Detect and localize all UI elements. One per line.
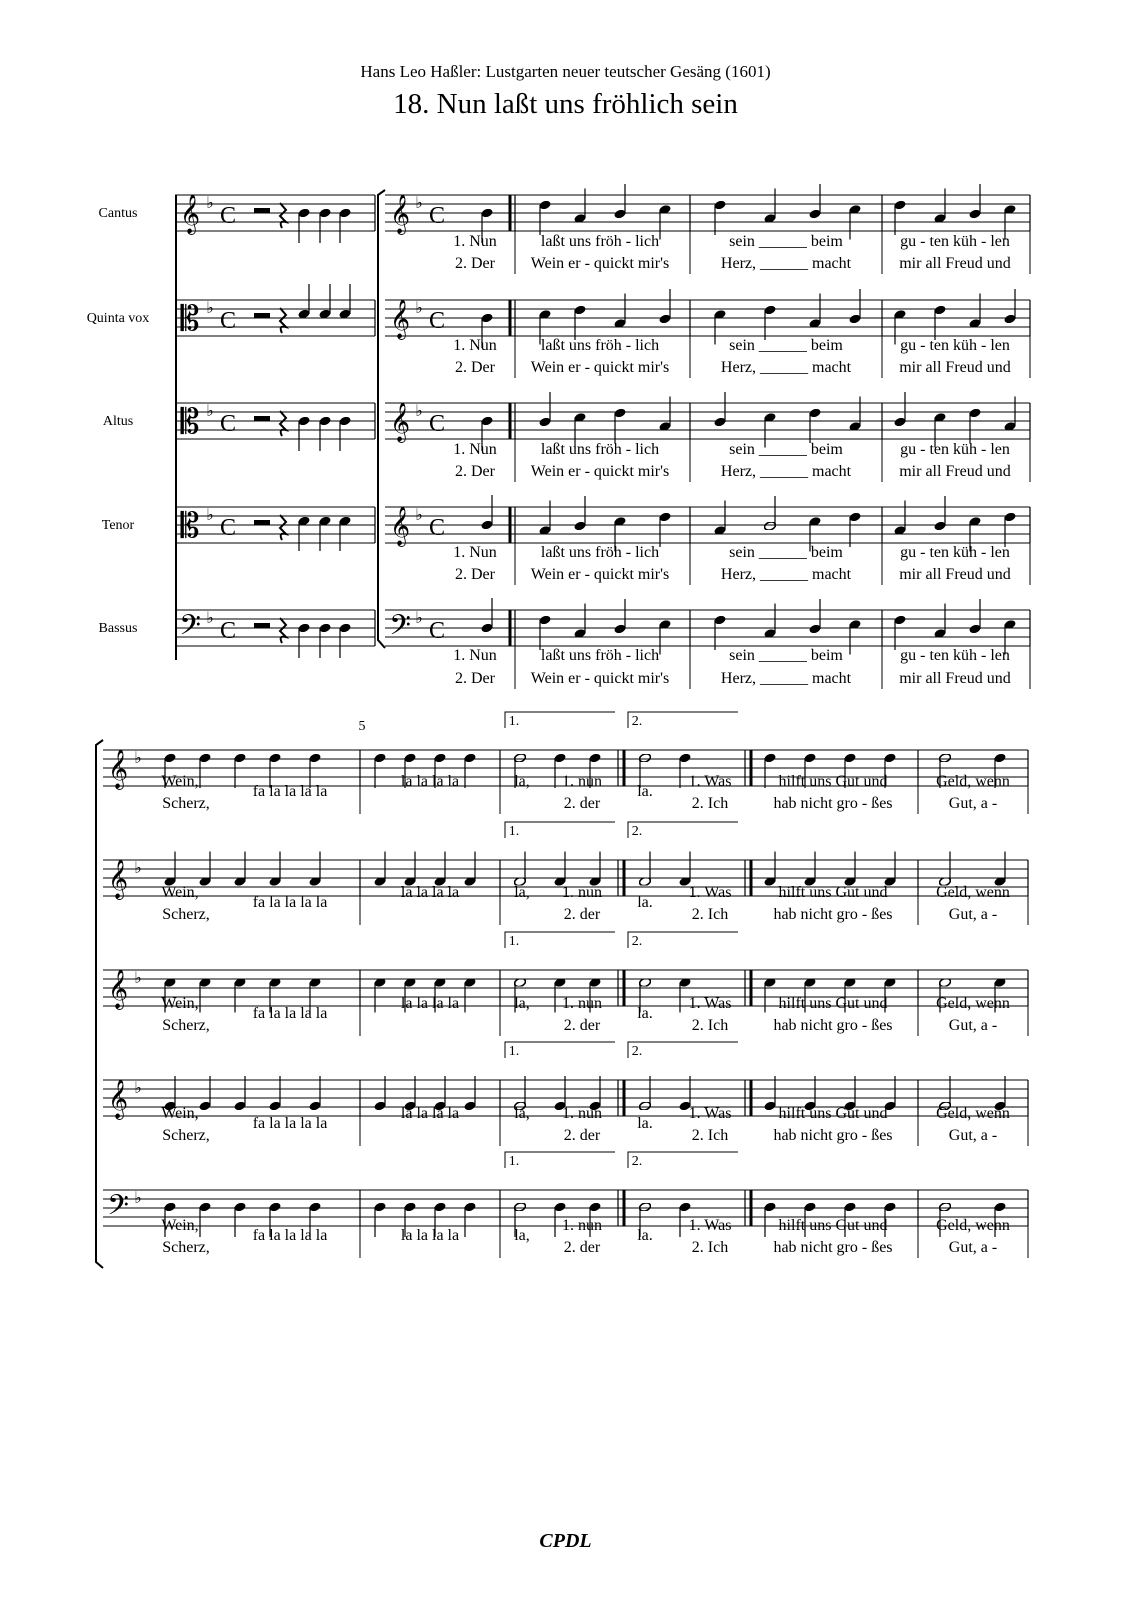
- lyric-syllable: 1. Nun: [453, 337, 497, 354]
- lyric-syllable: fa la la la la: [252, 1227, 328, 1244]
- flat-sign: ♭: [206, 300, 214, 317]
- flat-sign: ♭: [415, 507, 423, 524]
- clef-icon: 𝄡: [180, 404, 200, 441]
- volta-1-bracket: [505, 712, 615, 728]
- lyric-syllable: 2. Der: [455, 255, 495, 272]
- volta-2-label: 2.: [631, 824, 643, 839]
- half-rest: [254, 313, 270, 318]
- flat-sign: ♭: [134, 970, 142, 987]
- time-signature: C: [219, 515, 237, 541]
- lyric-syllable: laßt uns fröh - lich: [540, 337, 660, 354]
- lyric-syllable: sein ______ beim: [729, 647, 843, 664]
- lyric-syllable: Wein er - quickt mir's: [530, 463, 670, 480]
- clef-icon: 𝄞: [107, 971, 129, 1008]
- lyric-syllable: 1. Was: [688, 884, 732, 901]
- lyric-syllable: Scherz,: [162, 1239, 210, 1256]
- flat-sign: ♭: [415, 195, 423, 212]
- lyric-syllable: hilft uns Gut und: [778, 995, 888, 1012]
- lyric-syllable: laßt uns fröh - lich: [540, 441, 660, 458]
- volta-2-bracket: [628, 822, 738, 838]
- lyric-syllable: Geld, wenn: [936, 773, 1010, 790]
- flat-sign: ♭: [134, 860, 142, 877]
- lyric-syllable: 1. nun: [562, 773, 602, 790]
- quarter-rest: [280, 308, 286, 333]
- lyric-syllable: la,: [514, 1227, 530, 1244]
- lyric-syllable: 2. der: [563, 1239, 601, 1256]
- half-rest: [254, 208, 270, 213]
- volta-1-label: 1.: [508, 1154, 520, 1169]
- lyric-syllable: la.: [637, 1115, 653, 1132]
- time-signature: C: [428, 515, 446, 541]
- lyric-syllable: Scherz,: [162, 906, 210, 923]
- lyric-syllable: 2. Ich: [691, 1127, 729, 1144]
- lyric-syllable: la la la la: [400, 884, 460, 901]
- lyric-syllable: mir all Freud und: [899, 359, 1011, 376]
- lyric-syllable: 2. der: [563, 1017, 601, 1034]
- lyric-syllable: 1. Was: [688, 773, 732, 790]
- volta-2-label: 2.: [631, 1154, 643, 1169]
- lyric-syllable: hilft uns Gut und: [778, 884, 888, 901]
- lyric-syllable: sein ______ beim: [729, 441, 843, 458]
- lyric-syllable: 1. nun: [562, 1217, 602, 1234]
- lyric-syllable: la la la la: [400, 995, 460, 1012]
- time-signature: C: [219, 411, 237, 437]
- lyric-syllable: la,: [514, 884, 530, 901]
- lyric-syllable: gu - ten küh - len: [900, 441, 1010, 458]
- lyric-syllable: Scherz,: [162, 1017, 210, 1034]
- lyric-syllable: sein ______ beim: [729, 544, 843, 561]
- lyric-syllable: hab nicht gro - ßes: [773, 795, 893, 812]
- lyric-syllable: fa la la la la: [252, 894, 328, 911]
- volta-2-bracket: [628, 932, 738, 948]
- half-rest: [254, 416, 270, 421]
- lyric-syllable: 1. nun: [562, 884, 602, 901]
- time-signature: C: [219, 618, 237, 644]
- lyric-syllable: 2. Der: [455, 670, 495, 687]
- lyric-syllable: 1. nun: [562, 1105, 602, 1122]
- lyric-syllable: sein ______ beim: [729, 233, 843, 250]
- volta-2-bracket: [628, 1152, 738, 1168]
- cpdl-logo: CPDL: [539, 1530, 592, 1552]
- lyric-syllable: mir all Freud und: [899, 670, 1011, 687]
- voice-label: Altus: [102, 414, 134, 429]
- lyric-syllable: la.: [637, 1227, 653, 1244]
- lyric-syllable: la la la la: [400, 773, 460, 790]
- lyric-syllable: Gut, a -: [948, 1239, 998, 1256]
- lyric-syllable: 2. der: [563, 1127, 601, 1144]
- lyric-syllable: 1. Nun: [453, 441, 497, 458]
- flat-sign: ♭: [206, 507, 214, 524]
- flat-sign: ♭: [134, 750, 142, 767]
- clef-icon: 𝄡: [180, 301, 200, 338]
- lyric-syllable: 2. Der: [455, 359, 495, 376]
- volta-1-label: 1.: [508, 1044, 520, 1059]
- half-rest: [254, 520, 270, 525]
- lyric-syllable: 2. Ich: [691, 1239, 729, 1256]
- clef-icon: 𝄞: [107, 1081, 129, 1118]
- lyric-syllable: hilft uns Gut und: [778, 1105, 888, 1122]
- lyric-syllable: Geld, wenn: [936, 1105, 1010, 1122]
- voice-label: Quinta vox: [86, 311, 150, 326]
- lyric-syllable: la,: [514, 995, 530, 1012]
- lyric-syllable: Wein,: [161, 1217, 199, 1234]
- lyric-syllable: 1. nun: [562, 995, 602, 1012]
- volta-1-label: 1.: [508, 714, 520, 729]
- lyric-syllable: Scherz,: [162, 795, 210, 812]
- clef-icon: 𝄡: [180, 508, 200, 545]
- lyric-syllable: gu - ten küh - len: [900, 337, 1010, 354]
- lyric-syllable: Scherz,: [162, 1127, 210, 1144]
- lyric-syllable: Herz, ______ macht: [720, 670, 852, 687]
- lyric-syllable: Herz, ______ macht: [720, 566, 852, 583]
- lyric-syllable: Wein er - quickt mir's: [530, 255, 670, 272]
- lyric-syllable: 1. Was: [688, 995, 732, 1012]
- quarter-rest: [280, 618, 286, 643]
- lyric-syllable: Wein er - quickt mir's: [530, 670, 670, 687]
- lyric-syllable: Wein,: [161, 995, 199, 1012]
- volta-1-bracket: [505, 1042, 615, 1058]
- lyric-syllable: Gut, a -: [948, 1017, 998, 1034]
- lyric-syllable: hilft uns Gut und: [778, 773, 888, 790]
- lyric-syllable: Gut, a -: [948, 906, 998, 923]
- lyric-syllable: 2. Ich: [691, 906, 729, 923]
- time-signature: C: [219, 308, 237, 334]
- lyric-syllable: Geld, wenn: [936, 995, 1010, 1012]
- lyric-syllable: laßt uns fröh - lich: [540, 544, 660, 561]
- clef-icon: 𝄞: [389, 301, 411, 338]
- flat-sign: ♭: [206, 195, 214, 212]
- time-signature: C: [428, 618, 446, 644]
- quarter-rest: [280, 515, 286, 540]
- lyric-syllable: mir all Freud und: [899, 566, 1011, 583]
- lyric-syllable: 1. Was: [688, 1105, 732, 1122]
- lyric-syllable: la la la la: [400, 1105, 460, 1122]
- quarter-rest: [280, 411, 286, 436]
- volta-2-label: 2.: [631, 1044, 643, 1059]
- lyric-syllable: 1. Nun: [453, 233, 497, 250]
- clef-icon: 𝄞: [107, 751, 129, 788]
- voice-label: Tenor: [101, 518, 135, 533]
- voice-label: Bassus: [98, 621, 138, 636]
- lyric-syllable: 1. Nun: [453, 544, 497, 561]
- lyric-syllable: Wein,: [161, 884, 199, 901]
- half-rest: [254, 623, 270, 628]
- lyric-syllable: Wein,: [161, 1105, 199, 1122]
- clef-icon: 𝄞: [179, 196, 201, 233]
- volta-1-label: 1.: [508, 824, 520, 839]
- volta-1-bracket: [505, 932, 615, 948]
- clef-icon: 𝄢: [107, 1191, 129, 1228]
- lyric-syllable: Wein er - quickt mir's: [530, 359, 670, 376]
- flat-sign: ♭: [206, 403, 214, 420]
- clef-icon: 𝄞: [389, 404, 411, 441]
- lyric-syllable: 2. Der: [455, 463, 495, 480]
- lyric-syllable: Gut, a -: [948, 795, 998, 812]
- clef-icon: 𝄞: [389, 196, 411, 233]
- lyric-syllable: la,: [514, 773, 530, 790]
- lyric-syllable: Herz, ______ macht: [720, 463, 852, 480]
- time-signature: C: [219, 203, 237, 229]
- lyric-syllable: 2. der: [563, 795, 601, 812]
- lyric-syllable: Herz, ______ macht: [720, 359, 852, 376]
- flat-sign: ♭: [134, 1190, 142, 1207]
- piece-title: 18. Nun laßt uns fröhlich sein: [393, 88, 738, 120]
- lyric-syllable: la.: [637, 894, 653, 911]
- lyric-syllable: hilft uns Gut und: [778, 1217, 888, 1234]
- volta-2-bracket: [628, 712, 738, 728]
- lyric-syllable: Wein er - quickt mir's: [530, 566, 670, 583]
- lyric-syllable: fa la la la la: [252, 783, 328, 800]
- composer-subtitle: Hans Leo Haßler: Lustgarten neuer teutscher Gesäng (1601): [360, 62, 771, 81]
- lyric-syllable: gu - ten küh - len: [900, 647, 1010, 664]
- voice-label: Cantus: [98, 206, 138, 221]
- lyric-syllable: 2. der: [563, 906, 601, 923]
- flat-sign: ♭: [134, 1080, 142, 1097]
- lyric-syllable: Geld, wenn: [936, 1217, 1010, 1234]
- volta-1-bracket: [505, 1152, 615, 1168]
- lyric-syllable: Gut, a -: [948, 1127, 998, 1144]
- lyric-syllable: 1. Nun: [453, 647, 497, 664]
- volta-1-bracket: [505, 822, 615, 838]
- lyric-syllable: 1. Was: [688, 1217, 732, 1234]
- lyric-syllable: mir all Freud und: [899, 463, 1011, 480]
- flat-sign: ♭: [415, 403, 423, 420]
- lyric-syllable: 2. Der: [455, 566, 495, 583]
- measure-number: 5: [358, 719, 366, 734]
- volta-1-label: 1.: [508, 934, 520, 949]
- time-signature: C: [428, 203, 446, 229]
- lyric-syllable: Wein,: [161, 773, 199, 790]
- lyric-syllable: laßt uns fröh - lich: [540, 233, 660, 250]
- lyric-syllable: mir all Freud und: [899, 255, 1011, 272]
- time-signature: C: [428, 308, 446, 334]
- lyric-syllable: fa la la la la: [252, 1115, 328, 1132]
- lyric-syllable: hab nicht gro - ßes: [773, 1127, 893, 1144]
- lyric-syllable: 2. Ich: [691, 1017, 729, 1034]
- lyric-syllable: hab nicht gro - ßes: [773, 1239, 893, 1256]
- lyric-syllable: la la la la: [400, 1227, 460, 1244]
- lyric-syllable: gu - ten küh - len: [900, 233, 1010, 250]
- volta-2-label: 2.: [631, 934, 643, 949]
- lyrics-layer: [161, 233, 1010, 1256]
- lyric-syllable: sein ______ beim: [729, 337, 843, 354]
- clef-icon: 𝄞: [389, 508, 411, 545]
- quarter-rest: [280, 203, 286, 228]
- volta-2-bracket: [628, 1042, 738, 1058]
- lyric-syllable: la.: [637, 1005, 653, 1022]
- lyric-syllable: hab nicht gro - ßes: [773, 1017, 893, 1034]
- clef-icon: 𝄞: [107, 861, 129, 898]
- time-signature: C: [428, 411, 446, 437]
- lyric-syllable: fa la la la la: [252, 1005, 328, 1022]
- flat-sign: ♭: [415, 300, 423, 317]
- volta-2-label: 2.: [631, 714, 643, 729]
- clef-icon: 𝄢: [179, 611, 201, 648]
- lyric-syllable: laßt uns fröh - lich: [540, 647, 660, 664]
- lyric-syllable: la,: [514, 1105, 530, 1122]
- lyric-syllable: 2. Ich: [691, 795, 729, 812]
- system-bracket: [96, 740, 103, 1268]
- lyric-syllable: Herz, ______ macht: [720, 255, 852, 272]
- lyric-syllable: la.: [637, 783, 653, 800]
- flat-sign: ♭: [415, 610, 423, 627]
- lyric-syllable: hab nicht gro - ßes: [773, 906, 893, 923]
- flat-sign: ♭: [206, 610, 214, 627]
- lyric-syllable: Geld, wenn: [936, 884, 1010, 901]
- clef-icon: 𝄢: [389, 611, 411, 648]
- system-bracket: [378, 190, 385, 648]
- lyric-syllable: gu - ten küh - len: [900, 544, 1010, 561]
